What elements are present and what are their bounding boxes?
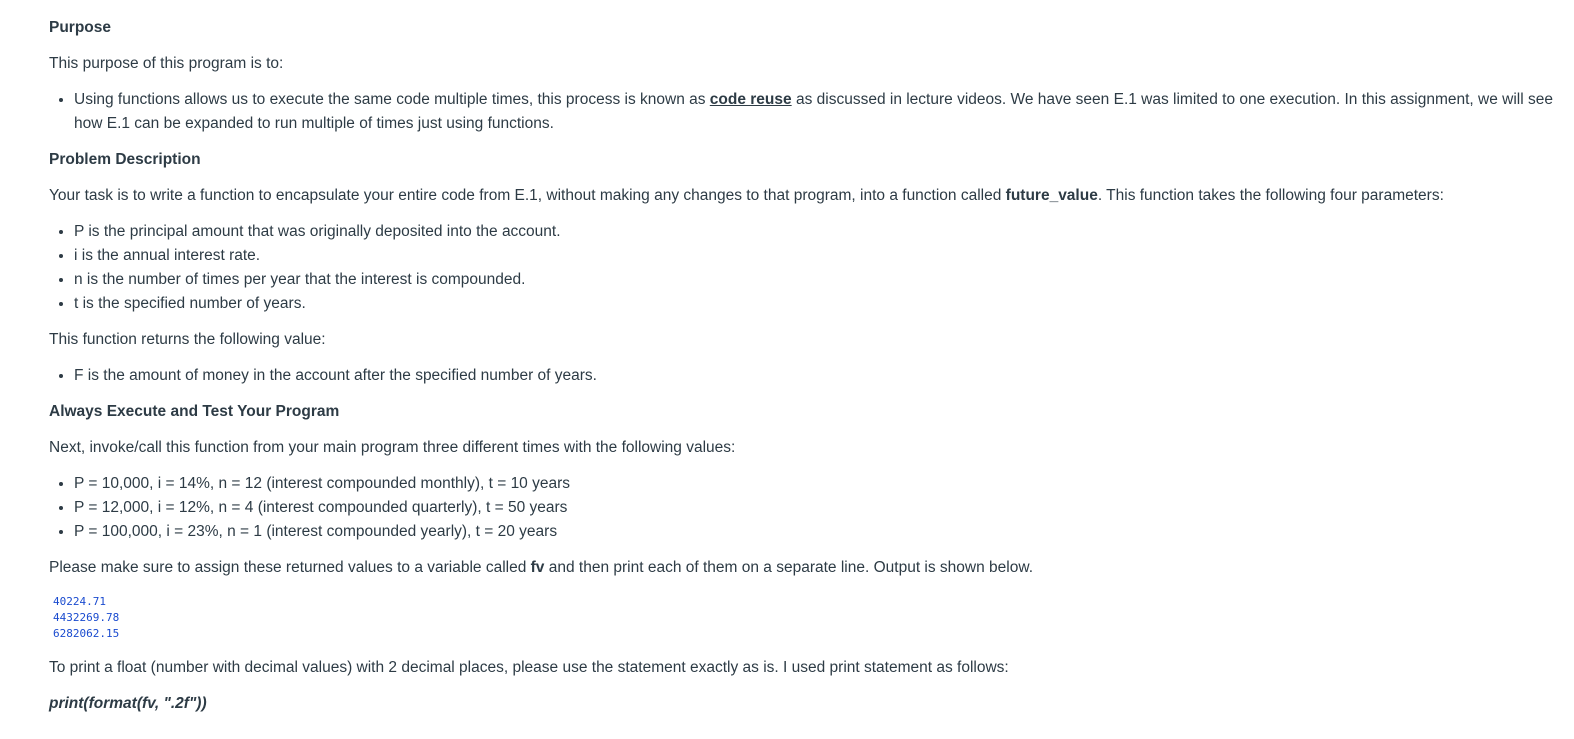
problem-text-post: . This function takes the following four parameters:: [1097, 187, 1444, 204]
cases-list: [49, 472, 1569, 544]
execute-intro: Next, invoke/call this function from your main program three different times with the following values:: [49, 439, 736, 456]
assign-text-post: and then print each of them on a separate line. Output is shown below.: [544, 559, 1033, 576]
case-item: • P = 12,000, i = 12%, n = 4 (interest compounded quarterly), t = 50 years: [74, 496, 1569, 520]
param-item: • i is the annual interest rate.: [74, 244, 1569, 268]
assign-text-pre: Please make sure to assign these returned values to a variable called: [49, 559, 531, 576]
returns-list: [49, 364, 1569, 388]
case-item: • P = 10,000, i = 14%, n = 12 (interest compounded monthly), t = 10 years: [74, 472, 1569, 496]
purpose-bullet-pre: Using functions allows us to execute the same code multiple times, this process is known as: [74, 91, 710, 108]
param-item: • P is the principal amount that was originally deposited into the account.: [74, 220, 1569, 244]
problem-text-pre: Your task is to write a function to encapsulate your entire code from E.1, without making any changes to that program, into a function called: [49, 187, 1006, 204]
execute-heading: Always Execute and Test Your Program: [49, 403, 340, 420]
output-line: 6282062.15: [53, 627, 120, 640]
params-list: [49, 220, 1569, 316]
print-note: To print a float (number with decimal values) with 2 decimal places, please use the statement exactly as is. I used print statement as follows:: [49, 659, 1009, 676]
param-item: • n is the number of times per year that the interest is compounded.: [74, 268, 1569, 292]
problem-heading: Problem Description: [49, 151, 201, 168]
purpose-heading: Purpose: [49, 19, 112, 36]
function-name: future_value: [1005, 187, 1098, 204]
assign-text: [49, 556, 1569, 580]
return-item: • F is the amount of money in the account after the specified number of years.: [74, 364, 1569, 388]
print-statement: print(format(fv, ".2f")): [49, 695, 207, 712]
purpose-intro: This purpose of this program is to:: [49, 55, 284, 72]
fv-variable: fv: [530, 559, 545, 576]
purpose-bullet: [74, 88, 1569, 136]
case-item: • P = 100,000, i = 23%, n = 1 (interest compounded yearly), t = 20 years: [74, 520, 1569, 544]
output-line: 4432269.78: [53, 611, 120, 624]
assignment-content: [49, 16, 1569, 716]
output-line: 40224.71: [53, 595, 106, 608]
sample-output: [49, 594, 1569, 642]
purpose-bullet-post: as discussed in lecture videos. We have seen E.1 was limited to one execution. In this assignment, we will see how E.1 can be expanded to run multiple of times just using functions.: [74, 91, 1553, 132]
problem-text: [49, 184, 1569, 208]
param-item: • t is the specified number of years.: [74, 292, 1569, 316]
code-reuse-term: code reuse: [709, 91, 792, 108]
returns-intro: This function returns the following value:: [49, 331, 326, 348]
purpose-list: [49, 88, 1569, 136]
